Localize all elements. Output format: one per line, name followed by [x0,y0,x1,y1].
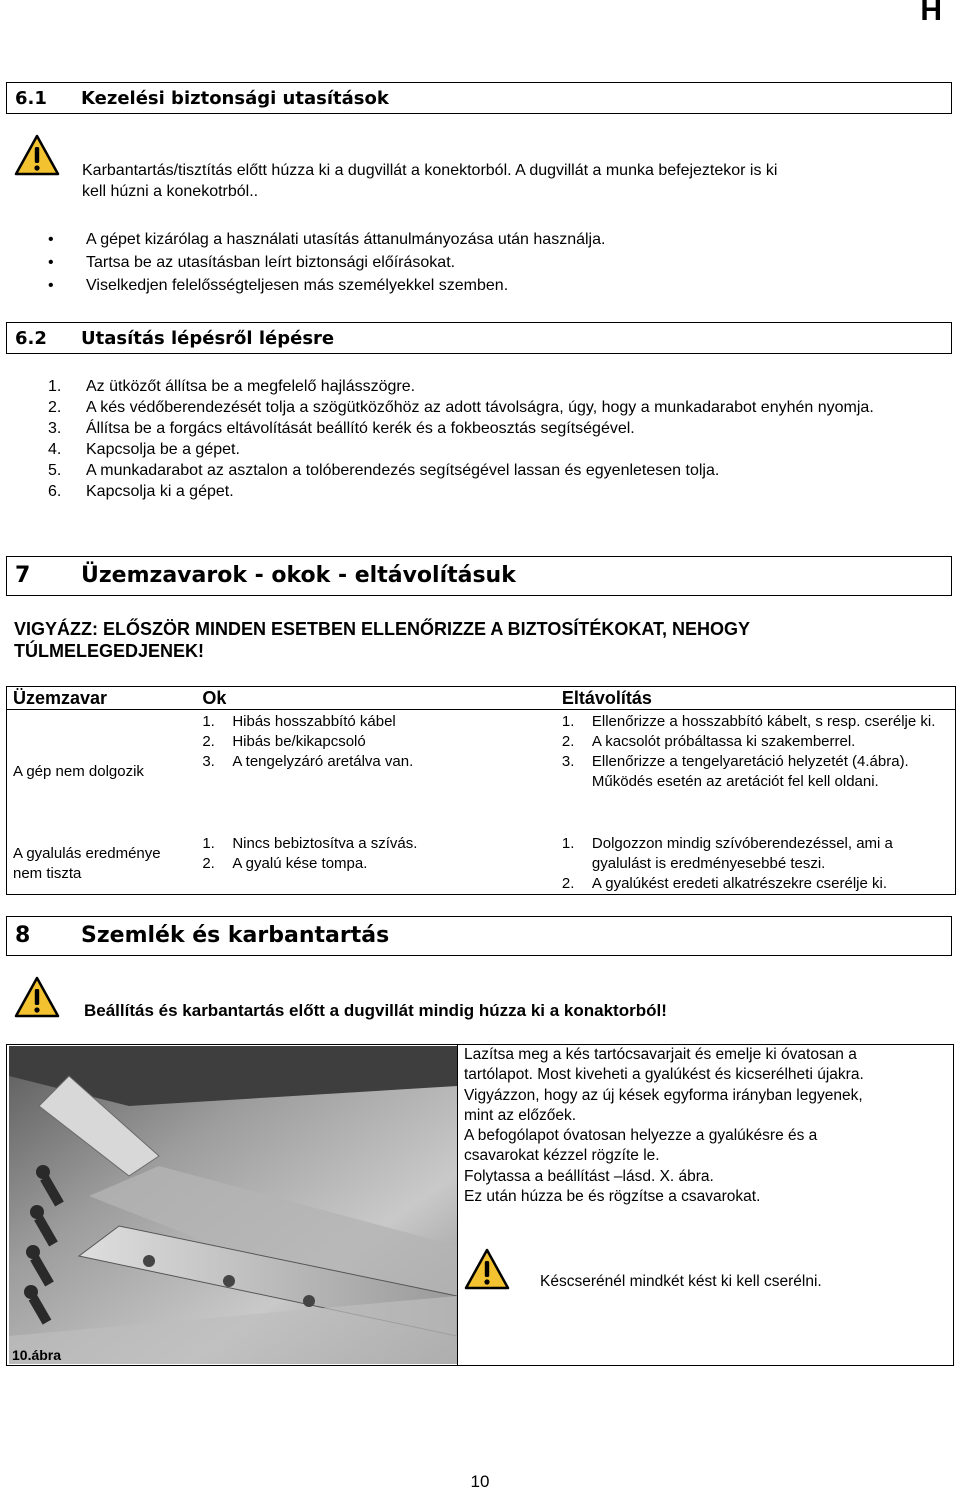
safety-warning-line: kell húzni a konekotrból.. [82,183,259,200]
table-row [7,710,956,832]
list-item [48,397,928,418]
maintenance-warning: Beállítás és karbantartás előtt a dugvillát mindig húzza ki a konaktorból! [84,1001,667,1020]
list-item [48,460,928,481]
list-item [48,376,928,397]
figure-label: 10.ábra [12,1347,62,1363]
knife-replacement-note: Késcserénél mindkét kést ki kell cserélni. [540,1273,822,1290]
warning-triangle-icon [14,134,60,176]
section-6-1-header [6,82,952,114]
warning-triangle-icon [464,1248,510,1290]
instruction-line: Lazítsa meg a kés tartócsavarjait és emelje ki óvatosan a [464,1046,857,1063]
item-number: 1. [561,713,575,730]
instruction-line: tartólapot. Most kiveheti a gyalúkést és kicserélheti újakra. [464,1066,864,1084]
instruction-line: A befogólapot óvatosan helyezze a gyalúkésre és a [464,1127,818,1145]
list-item: • Viselkedjen felelősségteljesen más személyekkel szemben. [48,274,605,297]
remedy-cell [556,710,956,832]
instruction-line: Ez után húzza be és rögzítse a csavarokat. [464,1188,761,1206]
column-header: Üzemzavar [13,688,108,708]
safety-warning [82,160,952,202]
step-text: Kapcsolja be a gépet. [86,441,240,458]
item-number: 1. [202,834,215,852]
list-item [202,752,550,772]
section-number: 7 [15,563,31,588]
caution-text: VIGYÁZZ: ELŐSZÖR MINDEN ESETBEN ELLENŐRIZZE A BIZTOSÍTÉKOKAT, NEHOGY TÚLMELEGEDJENEK! [14,619,750,661]
safety-bullet-list [48,228,605,297]
step-text: Kapcsolja ki a gépet. [86,483,234,500]
item-text: Dolgozzon mindig szívóberendezéssel, ami a gyalulást is eredményesebbé teszi. [591,834,893,872]
list-item [202,854,550,874]
list-item [562,874,949,894]
section-number: 8 [15,923,31,948]
item-number: 2. [561,733,575,750]
step-text: A munkadarabot az asztalon a tolóberendezés segítségével lassan és egyenletesen tolja. [86,462,720,479]
item-number: 3. [202,753,215,770]
item-number: 2. [202,854,215,872]
list-item [202,712,550,732]
language-mark: H [920,0,942,27]
section-title: Üzemzavarok - okok - eltávolításuk [81,563,516,588]
step-number: 2. [48,399,62,416]
section-7-header [6,556,952,596]
section-8-header [6,916,952,956]
instruction-line: mint az előzőek. [464,1106,576,1124]
list-item [48,439,928,460]
step-number: 3. [48,420,62,437]
list-item: • Tartsa be az utasításban leírt biztonsági előírásokat. [48,251,605,274]
section-title: Szemlék és karbantartás [81,923,390,948]
step-number: 4. [48,441,62,458]
section-number: 6.2 [15,328,47,349]
safety-warning-line: Karbantartás/tisztítás előtt húzza ki a dugvillát a konektorból. A dugvillát a munka befejeztekor is ki [82,162,778,179]
figure-divider [457,1044,458,1366]
step-number: 5. [48,462,62,479]
table-row [7,832,956,895]
list-item [562,834,949,874]
list-item [48,481,928,502]
item-text: Hibás hosszabbító kábel [232,713,396,730]
instruction-line: csavarokat kézzel rögzíte le. [464,1147,660,1165]
symptom-cell: A gép nem dolgozik [13,762,144,780]
step-number: 1. [48,378,62,395]
instruction-line: Vigyázzon, hogy az új kések egyforma irányban legyenek, [464,1086,863,1104]
column-header: Ok [202,688,227,708]
troubleshooting-table [6,686,956,895]
item-text: Ellenőrizze a tengelyaretáció helyzetét (4.ábra). Működés esetén az aretációt fel kell oldani. [591,753,909,790]
figure-instructions [464,1045,944,1207]
section-number: 6.1 [15,88,47,109]
step-list [48,376,928,502]
list-item [202,834,550,854]
planer-blade-photo [9,1046,457,1364]
warning-triangle-icon [14,976,60,1018]
item-text: A gyalú kése tompa. [232,854,368,872]
item-text: Hibás be/kikapcsoló [232,733,366,750]
item-number: 1. [202,713,215,730]
list-item: • A gépet kizárólag a használati utasítás áttanulmányozása után használja. [48,228,605,251]
table-header-row [7,687,956,710]
item-text: A kacsolót próbáltassa ki szakemberrel. [591,733,856,750]
step-text: Állítsa be a forgács eltávolítását beállító kerék és a fokbeosztás segítségével. [86,420,635,437]
column-header: Eltávolítás [561,688,652,708]
item-number: 3. [561,753,575,770]
list-item [562,752,949,792]
cause-cell [196,832,556,895]
section-title: Utasítás lépésről lépésre [81,328,335,349]
item-number: 1. [561,834,575,852]
step-text: Az ütközőt állítsa be a megfelelő hajlásszögre. [86,378,416,395]
item-text: Nincs bebiztosítva a szívás. [232,834,418,852]
item-text: A gyalúkést eredeti alkatrészekre cserélje ki. [591,874,888,892]
list-item [48,418,928,439]
list-item [202,732,550,752]
cause-cell [196,710,556,832]
item-number: 2. [561,874,575,892]
step-number: 6. [48,483,62,500]
instruction-line: Folytassa a beállítást –lásd. X. ábra. [464,1167,714,1185]
symptom-cell: A gyalulás eredménye nem tiszta [13,844,161,882]
step-text: A kés védőberendezését tolja a szögütközőhöz az adott távolságra, úgy, hogy a munkadarabot enyhén nyomja. [86,399,874,416]
list-item [562,712,949,732]
section-6-2-header [6,322,952,354]
item-text: Ellenőrizze a hosszabbító kábelt, s resp. cserélje ki. [591,713,936,730]
remedy-cell [556,832,956,895]
section-title: Kezelési biztonsági utasítások [81,88,389,109]
item-number: 2. [202,733,215,750]
list-item [562,732,949,752]
page-number: 10 [470,1472,490,1491]
item-text: A tengelyzáró aretálva van. [232,753,414,770]
